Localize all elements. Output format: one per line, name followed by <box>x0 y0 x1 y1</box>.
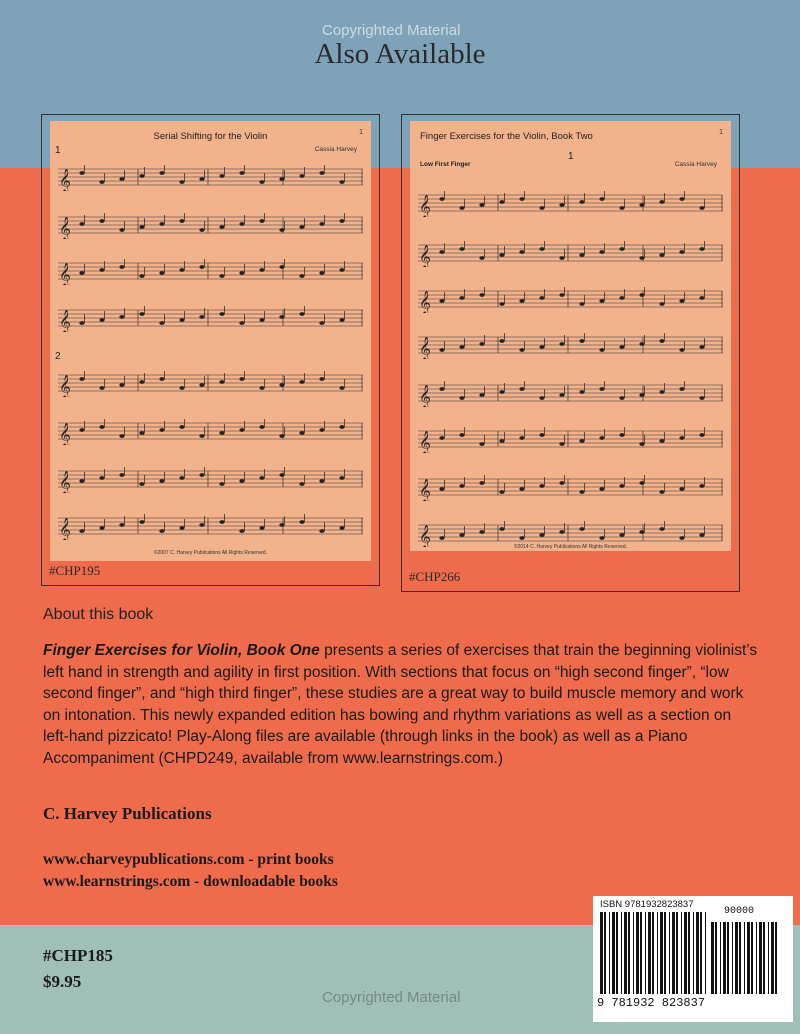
barcode-addon-bars <box>711 922 777 994</box>
book-title: Finger Exercises for Violin, Book One <box>43 642 320 659</box>
svg-text:𝄞: 𝄞 <box>59 262 71 285</box>
sheet-music-page <box>410 121 731 551</box>
music-staff <box>58 419 363 445</box>
svg-text:𝄞: 𝄞 <box>419 384 431 407</box>
sheet-title: Finger Exercises for the Violin, Book Two <box>420 131 593 142</box>
book-preview-chp266 <box>401 114 740 592</box>
music-staff <box>418 241 723 267</box>
book-description <box>43 640 760 769</box>
sheet-subtitle: Low First Finger <box>420 161 471 168</box>
page-title: Also Available <box>314 38 486 70</box>
music-staff <box>58 467 363 493</box>
sheet-page-number: 1 <box>719 129 723 136</box>
sheet-section-1: 1 <box>568 151 574 162</box>
sheet-music-page <box>50 121 371 561</box>
music-staff <box>418 475 723 501</box>
svg-text:𝄞: 𝄞 <box>59 422 71 445</box>
about-heading: About this book <box>43 606 154 623</box>
sheet-section-1: 1 <box>55 145 61 156</box>
music-staff <box>58 306 363 332</box>
music-staff <box>58 259 363 285</box>
sheet-copyright: ©2014 C. Harvey Publications All Rights Reserved. <box>513 544 628 550</box>
music-staff <box>418 521 723 547</box>
sheet-title: Serial Shifting for the Violin <box>153 131 268 142</box>
sheet-author: Cassia Harvey <box>674 161 717 168</box>
svg-text:𝄞: 𝄞 <box>419 244 431 267</box>
svg-text:𝄞: 𝄞 <box>419 290 431 313</box>
publisher-link-print[interactable]: www.charveypublications.com - print books <box>43 851 334 868</box>
barcode-price-code: 90000 <box>724 906 755 917</box>
isbn-barcode <box>593 896 793 1022</box>
svg-text:𝄞: 𝄞 <box>419 194 431 217</box>
product-code: #CHP185 <box>43 946 113 965</box>
barcode-bars <box>600 912 708 994</box>
music-staff <box>418 287 723 313</box>
publisher-link-download[interactable]: www.learnstrings.com - downloadable books <box>43 873 338 890</box>
music-staff <box>58 213 363 239</box>
watermark-top: Copyrighted Material <box>322 22 461 39</box>
svg-text:𝄞: 𝄞 <box>419 524 431 547</box>
book-code: #CHP195 <box>49 563 101 578</box>
sheet-page-number: 1 <box>359 129 363 136</box>
barcode-digits: 9 781932 823837 <box>597 996 706 1010</box>
book-preview-chp195 <box>41 114 380 586</box>
music-staff <box>418 191 723 217</box>
svg-text:𝄞: 𝄞 <box>59 470 71 493</box>
music-staff <box>418 381 723 407</box>
music-staff <box>58 514 363 540</box>
sheet-copyright: ©2007 C. Harvey Publications All Rights Reserved. <box>153 550 268 556</box>
svg-text:𝄞: 𝄞 <box>59 374 71 397</box>
watermark-bottom: Copyrighted Material <box>322 989 461 1006</box>
description-text: presents a series of exercises that train the beginning violinist’s left hand in strength and agility in first position. With sections that focus on “high second finger”, “low second finger”, and “high third finger”, these studies are a great way to build muscle memory and work on intonation. This newly expanded edition has bowing and rhythm variations as well as a section on left-hand pizzicato! Play-Along files are available (through links in the book) as well as a Piano Accompaniment (CHPD249, available from www.learnstrings.com.) <box>43 642 758 767</box>
music-staff <box>418 333 723 359</box>
svg-text:𝄞: 𝄞 <box>419 430 431 453</box>
music-staff <box>418 427 723 453</box>
isbn-label: ISBN 9781932823837 <box>600 899 694 910</box>
music-staff <box>58 371 363 397</box>
svg-text:𝄞: 𝄞 <box>59 517 71 540</box>
svg-text:𝄞: 𝄞 <box>59 168 71 191</box>
svg-text:𝄞: 𝄞 <box>59 216 71 239</box>
music-staff <box>58 165 363 191</box>
publisher-name: C. Harvey Publications <box>43 804 212 823</box>
sheet-section-2: 2 <box>55 351 61 362</box>
book-code: #CHP266 <box>409 569 461 584</box>
sheet-author: Cassia Harvey <box>314 146 357 153</box>
svg-text:𝄞: 𝄞 <box>419 478 431 501</box>
svg-text:𝄞: 𝄞 <box>59 309 71 332</box>
product-price: $9.95 <box>43 972 82 991</box>
svg-text:𝄞: 𝄞 <box>419 336 431 359</box>
